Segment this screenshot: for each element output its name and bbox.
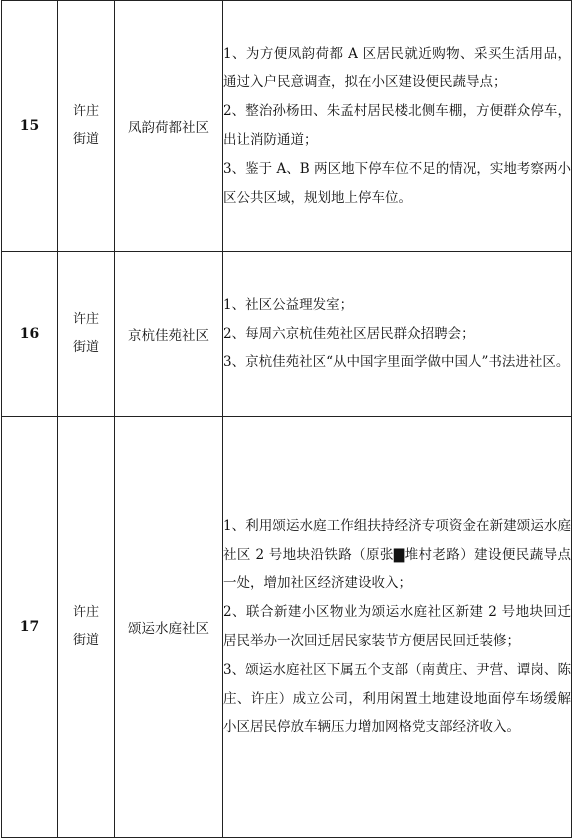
- street-name-line: 街道: [72, 340, 99, 355]
- street-name-line: 许庄: [72, 312, 99, 327]
- street-name-line: 街道: [72, 633, 99, 648]
- project-item: 3、颂运水庭社区下属五个支部（南黄庄、尹营、谭岗、陈庄、许庄）成立公司，利用闲置土地建设地面停车场缓解小区居民停放车辆压力增加网格党支部经济收入。: [223, 661, 571, 736]
- street-name-line: 街道: [72, 132, 99, 147]
- table-row: [2, 252, 572, 417]
- community-projects-table: [1, 0, 572, 838]
- project-item: 3、京杭佳苑社区“从中国字里面学做中国人”书法进社区。: [223, 354, 570, 371]
- table-row: [2, 417, 572, 838]
- community-name: 京杭佳苑社区: [115, 252, 223, 417]
- row-number: 16: [2, 252, 58, 417]
- street-name-line: 许庄: [72, 104, 99, 119]
- table-row: [2, 1, 572, 252]
- project-item: 3、鉴于 A、B 两区地下停车位不足的情况，实地考察两小区公共区域，规划地上停车位。: [223, 160, 571, 206]
- row-number: 15: [2, 1, 58, 252]
- row-number: 17: [2, 417, 58, 838]
- street-cell: [58, 252, 115, 417]
- project-content: [223, 252, 572, 417]
- street-name-line: 许庄: [72, 605, 99, 620]
- community-name: 颂运水庭社区: [115, 417, 223, 838]
- community-name: 凤韵荷都社区: [115, 1, 223, 252]
- project-item: 1、为方便凤韵荷都 A 区居民就近购物、采买生活用品，通过入户民意调查，拟在小区建设便民蔬导点；: [223, 45, 571, 91]
- project-item: 2、整治孙杨田、朱孟村居民楼北侧车棚，方便群众停车，出让消防通道；: [223, 103, 571, 148]
- project-item: 2、每周六京杭佳苑社区居民群众招聘会；: [223, 325, 475, 342]
- street-cell: [58, 1, 115, 252]
- street-cell: [58, 417, 115, 838]
- project-item: 2、联合新建小区物业为颂运水庭社区新建 2 号地块回迁居民举办一次回迁居民家装节方便居民回迁装修；: [223, 604, 571, 649]
- project-item: 1、社区公益理发室；: [223, 296, 354, 313]
- project-item: 1、利用颂运水庭工作组扶持经济专项资金在新建颂运水庭社区 2 号地块沿铁路（原张▇堆村老路）建设便民蔬导点一处，增加社区经济建设收入；: [223, 517, 571, 592]
- project-content: [223, 1, 572, 252]
- project-content: [223, 417, 572, 838]
